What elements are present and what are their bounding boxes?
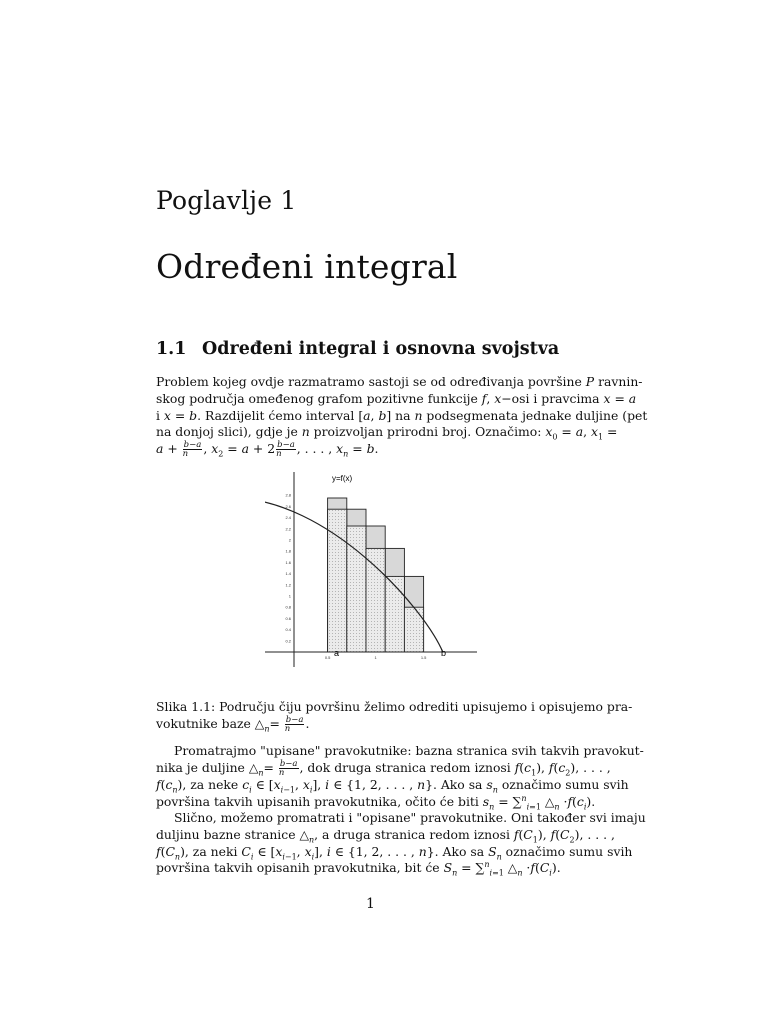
inner-rectangle bbox=[404, 607, 423, 652]
page-number: 1 bbox=[366, 896, 375, 912]
paragraph-intro: Problem kojeg ovdje razmatramo sastoji se od određivanja površine P ravnin- skog područja omeđenog grafom pozitivne funkcije f, x−osi i pravcima x = a i x = b. Razdijelit ćemo interval [a, b] na n podsegmenata jednake duljine (pet na donjoj slici), gdje je n proizvoljan prirodni broj. Označimo: $x_0 = a$, $x_1$ = a + $\frac{b-a}{n}$ , $x_2 = a + 2$ $\frac{b-a}{n}$ , . . . , $x_n = b$. bbox=[156, 374, 648, 460]
caption-line-2: vokutnike baze $\triangle_n=$ $\frac{b-a}{n}$ . bbox=[156, 714, 310, 734]
y-tick-label: 2.6 bbox=[285, 503, 291, 509]
inner-rectangle bbox=[328, 509, 347, 652]
caption-line-1: Slika 1.1: Području čiju površinu želimo odrediti upisujemo i opisujemo pra- bbox=[156, 699, 633, 714]
y-tick-label: 1.6 bbox=[285, 559, 291, 565]
y-tick-label: 0.8 bbox=[285, 604, 291, 610]
inner-rectangle bbox=[385, 576, 404, 652]
point-a-label: a bbox=[334, 648, 340, 658]
section-heading bbox=[156, 339, 559, 359]
x-tick-label: 0.5 bbox=[324, 655, 331, 660]
y-tick-label: 2.2 bbox=[285, 526, 291, 532]
y-tick-label: 2 bbox=[288, 537, 291, 543]
y-tick-label: 1.4 bbox=[285, 571, 291, 577]
function-label: y=f(x) bbox=[332, 474, 353, 483]
y-tick-label: 0.4 bbox=[285, 627, 291, 633]
y-tick-label: 1.8 bbox=[285, 548, 291, 554]
y-tick-label: 0.2 bbox=[285, 638, 291, 644]
figure-caption bbox=[156, 699, 633, 734]
paragraph-inscribed: Promatrajmo "upisane" pravokutnike: bazna stranica svih takvih pravokut- nika je duljine $\triangle_n=$ $\frac{b-a}{n}$ , dok druga stranica redom iznosi $f(c_1)$, $f(c_2)$, . . . , $f(c_n)$, za neke $c_i$ ∈ [$x_{i-1}$, $x_i$], i ∈ {1, 2, . . . , n}. Ako sa $s_n$ označimo sumu svih površina takvih upisanih pravokutnika, očito će biti $s_n = \sum^n_{i=1}$ $\triangle_n \cdot f(c_i)$. bbox=[156, 743, 644, 812]
y-tick-label: 2.8 bbox=[285, 492, 291, 498]
x-tick-label: 1 bbox=[374, 655, 377, 660]
chapter-title: Određeni integral bbox=[156, 247, 458, 286]
section-number: 1.1 bbox=[156, 339, 187, 359]
chapter-label: Poglavlje 1 bbox=[156, 186, 297, 215]
point-b-label: b bbox=[441, 648, 447, 658]
y-tick-label: 1.2 bbox=[285, 582, 291, 588]
inner-rectangle bbox=[366, 548, 385, 652]
y-tick-label: 1 bbox=[288, 593, 291, 599]
section-title: Određeni integral i osnovna svojstva bbox=[202, 339, 560, 359]
paragraph-circumscribed: Slično, možemo promatrati i "opisane" pravokutnike. Oni također svi imaju duljinu bazne stranice $\triangle_n$, a druga stranica redom iznosi $f(C_1)$, $f(C_2)$, . . . , $f(C_n)$, za neki $C_i$ ∈ [$x_{i-1}$, $x_i$], i ∈ {1, 2, . . . , n}. Ako sa $S_n$ označimo sumu svih površina takvih opisanih pravokutnika, bit će $S_n = \sum^n_{i=1}$ $\triangle_n \cdot f(C_i)$. bbox=[156, 810, 646, 878]
x-tick-label: 1.5 bbox=[420, 655, 427, 660]
y-tick-label: 0.6 bbox=[285, 615, 291, 621]
y-tick-label: 2.4 bbox=[285, 515, 291, 521]
riemann-sum-figure bbox=[265, 467, 477, 667]
